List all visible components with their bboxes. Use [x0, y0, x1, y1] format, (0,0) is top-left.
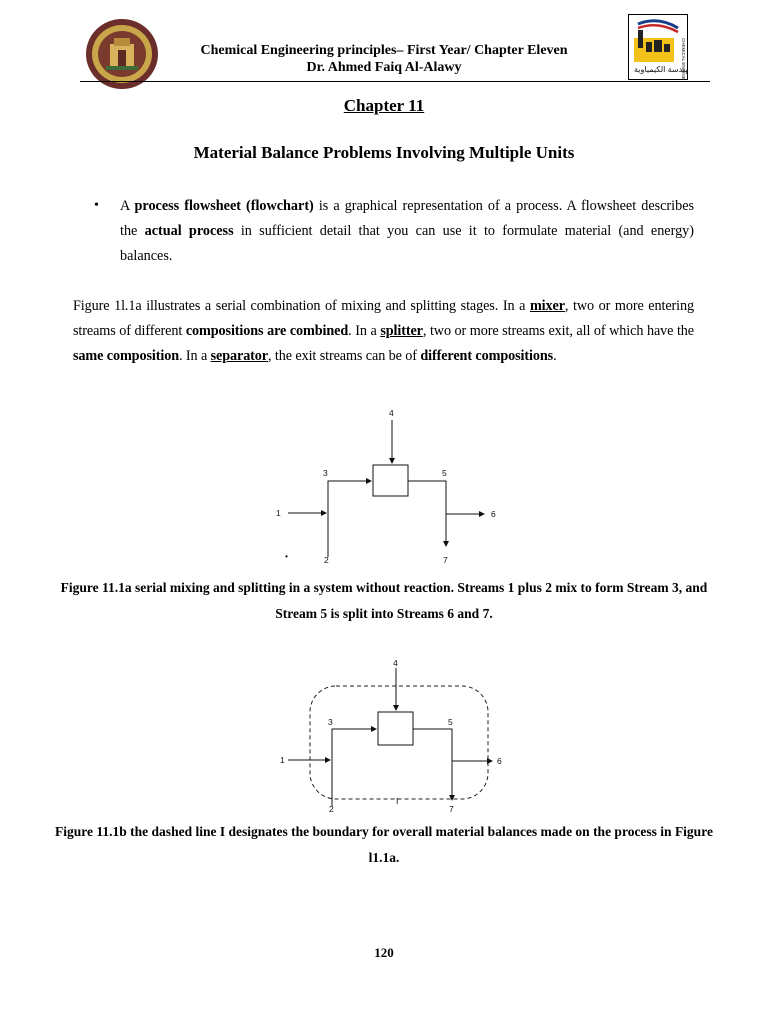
figure-11-1b-caption: Figure 11.1b the dashed line I designates the boundary for overall material balances made on the process in Figure l1.1a. — [55, 824, 713, 865]
stream-3-line — [332, 729, 376, 806]
stream-label-7: 7 — [449, 804, 454, 814]
stream-5-7-line — [408, 481, 446, 546]
logo-side-text: CHEMICAL ENGINEERING — [681, 38, 686, 80]
stream-label-4: 4 — [393, 658, 398, 668]
stream-label-5: 5 — [448, 717, 453, 727]
stray-dot: • — [285, 551, 288, 561]
stream-label-6: 6 — [497, 756, 502, 766]
page-title: Material Balance Problems Involving Multiple Units — [193, 143, 575, 162]
bullet-paragraph: A process flowsheet (flowchart) is a graphical representation of a process. A flowsheet describes the actual process in sufficient detail that you can use it to formulate material (and energy) balances. — [120, 198, 695, 264]
stream-label-3: 3 — [323, 468, 328, 478]
stream-label-7: 7 — [443, 555, 448, 565]
stream-label-6: 6 — [491, 509, 496, 519]
figure-11-1a-caption: Figure 11.1a serial mixing and splitting in a system without reaction. Streams 1 plus 2 mix to form Stream 3, and Stream 5 is split into Streams 6 and 7. — [60, 580, 708, 621]
header-course-title: Chemical Engineering principles– First Year/ Chapter Eleven — [200, 43, 568, 58]
header-divider — [80, 81, 710, 82]
bullet-marker: • — [94, 198, 99, 213]
figure-11-1a-diagram — [0, 400, 768, 570]
process-unit-box — [378, 712, 413, 745]
header-author: Dr. Ahmed Faiq Al-Alawy — [306, 60, 462, 75]
stream-label-3: 3 — [328, 717, 333, 727]
stream-5-7-line — [413, 729, 452, 800]
stream-label-1: 1 — [276, 508, 281, 518]
chemical-engineering-dept-logo — [628, 14, 688, 80]
stream-label-1: 1 — [280, 755, 285, 765]
page-number: 120 — [374, 945, 394, 960]
stream-label-2: 2 — [329, 804, 334, 814]
mixer-splitter-paragraph: Figure 1l.1a illustrates a serial combination of mixing and splitting stages. In a mixer, two or more entering streams of different compositions are combined. In a splitter, two or more streams exit, all of which have the same composition. In a separator, the exit streams can be of different compositions. — [73, 298, 695, 364]
stream-3-line — [328, 481, 371, 557]
boundary-label: I — [396, 796, 399, 806]
logo-arabic-text: الهندسة الكيمياوية — [634, 65, 688, 74]
stream-label-5: 5 — [442, 468, 447, 478]
figure-11-1b-diagram — [0, 650, 768, 820]
stream-label-4: 4 — [389, 408, 394, 418]
chapter-heading: Chapter 11 — [343, 96, 425, 115]
stream-label-2: 2 — [324, 555, 329, 565]
process-unit-box — [373, 465, 408, 496]
